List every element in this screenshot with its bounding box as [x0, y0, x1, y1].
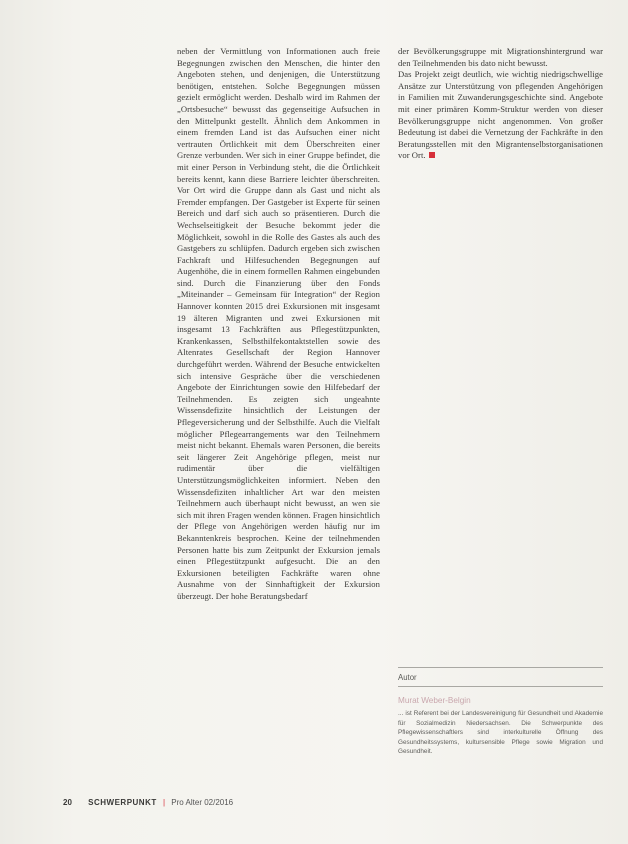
body-paragraph: der Bevölkerungsgruppe mit Migrationshintergrund war den Teilnehmenden bis dato nicht bewusst.: [398, 46, 603, 68]
author-box-divider: [398, 686, 603, 687]
author-name: Murat Weber-Belgin: [398, 696, 471, 705]
page-footer: [63, 798, 233, 810]
article-right-column: [398, 46, 603, 162]
author-box-top-divider: [398, 667, 603, 668]
section-label: SCHWERPUNKT: [88, 798, 157, 807]
body-paragraph: [398, 69, 603, 162]
author-box-heading: Autor: [398, 673, 417, 682]
author-bio: ... ist Referent bei der Landesvereinigung für Gesundheit und Akademie für Sozialmedizin Niedersachsen. Die Schwerpunkte des Pflegewissenschaftlers sind interkulturelle Öffnung des Gesundheitssystems, kultursensible Pflege sowie Migration und Gesundheit.: [398, 710, 603, 756]
page-number: 20: [63, 798, 72, 807]
article-left-column: [177, 46, 380, 603]
footer-separator: |: [162, 798, 166, 807]
body-paragraph: neben der Vermittlung von Informationen auch freie Begegnungen zwischen den Menschen, die hinter den Angeboten stehen, und denjenigen, die Unterstützung benötigen, entstehen. Solche Begegnungen müssen gezielt ermöglicht werden. Deshalb wird im Rahmen der „Ortsbesuche“ bewusst das gegenseitige Aufsuchen in den Mittelpunkt gestellt. Ähnlich dem Ankommen in einem fremden Land ist das Aufsuchen einer nicht vertrauten Örtlichkeit mit dem Überschreiten einer Grenze verbunden. Wer sich in einer Gruppe befindet, die mit einer Person in Verbindung steht, die die Örtlichkeit bereits kennt, kann diese Barriere leichter überschreiten. Vor Ort wird die Gruppe dann als Gast und nicht als Fremder empfangen. Der Gastgeber ist Experte für seinen Bereich und darf sich auch so präsentieren. Durch die Wechselseitigkeit der Besuche bekommt jeder die Möglichkeit, sowohl in die Rolle des Gastes als auch des Gastgebers zu schlüpfen. Dadurch ergeben sich zwischen Fachkraft und Hilfesuchenden Begegnungen auf Augenhöhe, die in einem formellen Rahmen eingebunden sind. Durch die Finanzierung über den Fonds „Miteinander – Gemeinsam für Integration“ der Region Hannover konnten 2015 drei Exkursionen mit insgesamt 19 älteren Migranten und zwei Exkursionen mit insgesamt 13 Fachkräften aus Pflegestützpunkten, Krankenkassen, Selbsthilfekontaktstellen sowie des Altenrates Gesellschaft der Region Hannover durchgeführt werden. Während der Besuche entwickelten sich intensive Gespräche über die verschiedenen Angebote der Einrichtungen sowie den Hilfebedarf der Teilnehmenden. Es zeigten sich ungeahnte Wissensdefizite hinsichtlich der Leistungen der Pflegeversicherung und der Selbsthilfe. Auch die Vielfalt möglicher Pflegearrangements war den Teilnehmern meist nicht bekannt. Ehemals waren Personen, die bereits seit längerer Zeit Angehörige pflegen, meist nur rudimentär über die vielfältigen Unterstützungsmöglichkeiten informiert. Neben den Wissensdefiziten inhaltlicher Art war den meisten Teilnehmern auch überhaupt nicht bewusst, an wen sie sich mit ihren Fragen wenden können. Fragen hinsichtlich der Pflege von Angehörigen werden häufig nur im Bekanntenkreis besprochen. Keine der teilnehmenden Personen hatte bis zum Zeitpunkt der Exkursion jemals einen Pflegestützpunkt aufgesucht. Die an den Exkursionen beteiligten Fachkräfte waren ohne Ausnahme von der Sinnhaftigkeit der Exkursion überzeugt. Der hohe Beratungsbedarf: [177, 46, 380, 601]
closing-paragraph-text: Das Projekt zeigt deutlich, wie wichtig niedrigschwellige Ansätze zur Unterstützung von pflegenden Angehörigen in Familien mit Zuwanderungsgeschichte sind. Angebote mit einer primären Komm-Struktur werden von dieser Bevölkerungsgruppe nicht angenommen. Von großer Bedeutung ist dabei die Vernetzung der Fachkräfte in den Beratungsstellen mit den Migrantenselbstorganisationen vor Ort.: [398, 69, 603, 161]
end-of-article-mark: [429, 152, 435, 158]
issue-label: Pro Alter 02/2016: [171, 798, 234, 807]
